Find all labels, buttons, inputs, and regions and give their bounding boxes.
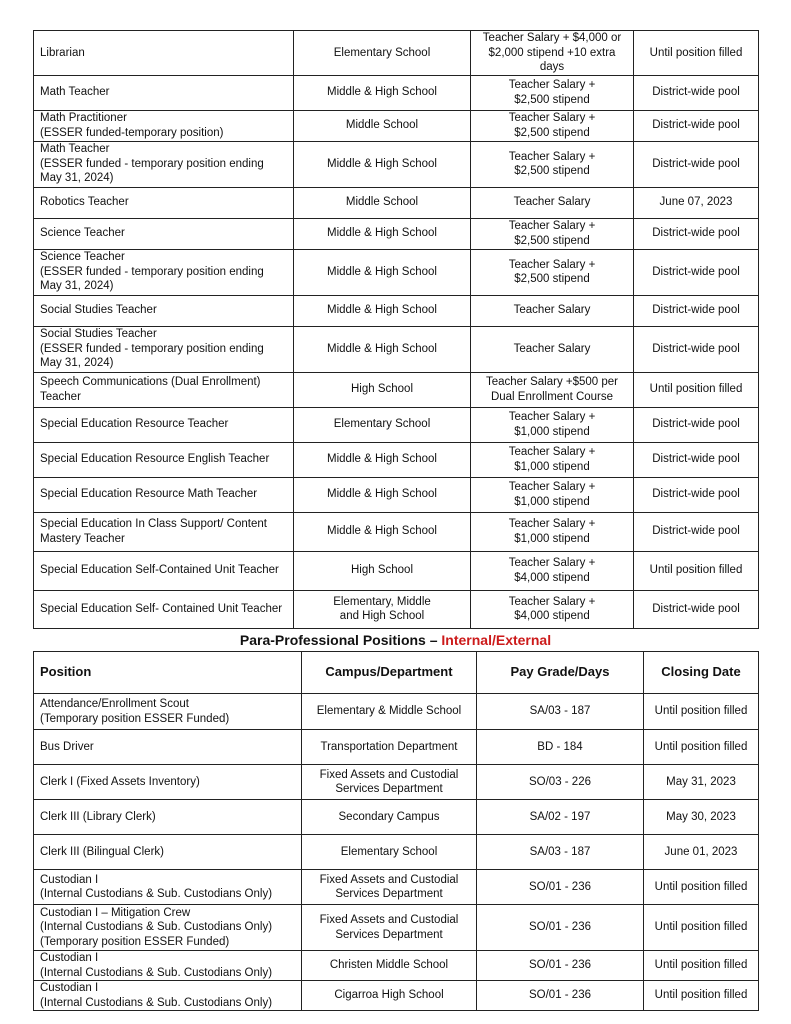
teacher-cell-pay bbox=[471, 326, 634, 372]
teacher-row bbox=[34, 590, 759, 628]
teacher-cell-closing bbox=[634, 512, 759, 551]
teacher-pay-text: Teacher Salary bbox=[513, 304, 591, 317]
para-campus-text: Fixed Assets and Custodial Services Department bbox=[319, 873, 459, 900]
teacher-cell-closing bbox=[634, 590, 759, 628]
para-row bbox=[34, 870, 759, 905]
teacher-campus-text: Elementary, Middle and High School bbox=[333, 595, 431, 622]
header-campus: Campus/Department bbox=[302, 652, 477, 694]
para-closing-text: June 01, 2023 bbox=[664, 845, 738, 858]
teacher-position-text: Math Teacher (ESSER funded - temporary position ending May 31, 2024) bbox=[40, 143, 264, 185]
teacher-row bbox=[34, 407, 759, 442]
para-cell-closing bbox=[644, 981, 759, 1011]
para-cell-closing bbox=[644, 694, 759, 730]
para-cell-campus bbox=[302, 765, 477, 800]
teacher-closing-text: District-wide pool bbox=[652, 119, 740, 132]
teacher-positions-body bbox=[34, 31, 759, 629]
para-cell-campus bbox=[302, 870, 477, 905]
teacher-cell-pay bbox=[471, 590, 634, 628]
teacher-cell-pay bbox=[471, 407, 634, 442]
teacher-cell-position bbox=[34, 75, 294, 110]
para-position-text: Attendance/Enrollment Scout (Temporary position ESSER Funded) bbox=[40, 698, 230, 725]
teacher-cell-position bbox=[34, 442, 294, 477]
para-closing-text: Until position filled bbox=[654, 921, 748, 934]
teacher-cell-campus bbox=[294, 31, 471, 76]
para-cell-pay bbox=[477, 835, 644, 870]
para-pay-text: BD - 184 bbox=[537, 740, 583, 753]
teacher-pay-text: Teacher Salary + $2,500 stipend bbox=[508, 112, 596, 139]
teacher-cell-closing bbox=[634, 442, 759, 477]
para-cell-position bbox=[34, 730, 302, 765]
para-cell-campus bbox=[302, 835, 477, 870]
teacher-closing-text: Until position filled bbox=[649, 564, 743, 577]
teacher-row bbox=[34, 295, 759, 326]
teacher-cell-position bbox=[34, 187, 294, 218]
teacher-cell-closing bbox=[634, 551, 759, 590]
para-position-text: Custodian I (Internal Custodians & Sub. Custodians Only) bbox=[40, 982, 273, 1009]
para-position-text: Clerk III (Library Clerk) bbox=[40, 810, 156, 823]
teacher-cell-campus bbox=[294, 372, 471, 407]
teacher-positions-table bbox=[33, 30, 759, 629]
teacher-closing-text: District-wide pool bbox=[652, 488, 740, 501]
teacher-closing-text: District-wide pool bbox=[652, 453, 740, 466]
para-cell-pay bbox=[477, 951, 644, 981]
teacher-campus-text: Middle & High School bbox=[327, 304, 437, 317]
para-cell-closing bbox=[644, 870, 759, 905]
para-position-text: Custodian I (Internal Custodians & Sub. Custodians Only) bbox=[40, 952, 273, 979]
para-row bbox=[34, 905, 759, 951]
para-cell-position bbox=[34, 905, 302, 951]
teacher-cell-position bbox=[34, 110, 294, 141]
teacher-closing-text: District-wide pool bbox=[652, 342, 740, 355]
teacher-cell-closing bbox=[634, 218, 759, 249]
teacher-position-text: Social Studies Teacher (ESSER funded - temporary position ending May 31, 2024) bbox=[40, 328, 264, 370]
teacher-cell-position bbox=[34, 326, 294, 372]
teacher-closing-text: Until position filled bbox=[649, 46, 743, 59]
teacher-closing-text: June 07, 2023 bbox=[659, 196, 733, 209]
teacher-closing-text: District-wide pool bbox=[652, 304, 740, 317]
para-cell-pay bbox=[477, 981, 644, 1011]
teacher-cell-pay bbox=[471, 110, 634, 141]
teacher-cell-campus bbox=[294, 141, 471, 187]
para-closing-text: May 31, 2023 bbox=[666, 775, 736, 788]
teacher-position-text: Special Education Resource English Teacher bbox=[40, 453, 270, 466]
teacher-row bbox=[34, 512, 759, 551]
teacher-pay-text: Teacher Salary bbox=[513, 342, 591, 355]
teacher-closing-text: District-wide pool bbox=[652, 227, 740, 240]
para-campus-text: Secondary Campus bbox=[338, 810, 440, 823]
teacher-cell-pay bbox=[471, 512, 634, 551]
para-campus-text: Christen Middle School bbox=[329, 959, 449, 972]
teacher-cell-closing bbox=[634, 75, 759, 110]
teacher-cell-campus bbox=[294, 326, 471, 372]
teacher-closing-text: District-wide pool bbox=[652, 86, 740, 99]
header-closing: Closing Date bbox=[644, 652, 759, 694]
para-cell-position bbox=[34, 694, 302, 730]
teacher-cell-pay bbox=[471, 295, 634, 326]
teacher-cell-pay bbox=[471, 442, 634, 477]
teacher-cell-pay bbox=[471, 218, 634, 249]
para-campus-text: Cigarroa High School bbox=[334, 989, 444, 1002]
para-row bbox=[34, 765, 759, 800]
para-cell-campus bbox=[302, 800, 477, 835]
para-campus-text: Transportation Department bbox=[320, 740, 458, 753]
para-cell-position bbox=[34, 981, 302, 1011]
teacher-cell-pay bbox=[471, 75, 634, 110]
teacher-cell-campus bbox=[294, 295, 471, 326]
para-closing-text: Until position filled bbox=[654, 740, 748, 753]
para-row bbox=[34, 694, 759, 730]
para-cell-closing bbox=[644, 765, 759, 800]
teacher-campus-text: High School bbox=[350, 564, 413, 577]
teacher-position-text: Librarian bbox=[40, 46, 85, 59]
para-cell-closing bbox=[644, 905, 759, 951]
teacher-position-text: Science Teacher (ESSER funded - temporary position ending May 31, 2024) bbox=[40, 251, 264, 293]
teacher-cell-campus bbox=[294, 407, 471, 442]
para-professional-section-title bbox=[0, 632, 791, 648]
teacher-cell-position bbox=[34, 372, 294, 407]
teacher-cell-closing bbox=[634, 407, 759, 442]
para-cell-closing bbox=[644, 951, 759, 981]
teacher-row bbox=[34, 326, 759, 372]
teacher-campus-text: Elementary School bbox=[333, 46, 431, 59]
teacher-cell-position bbox=[34, 477, 294, 512]
para-row bbox=[34, 730, 759, 765]
para-professional-body bbox=[34, 694, 759, 1011]
teacher-pay-text: Teacher Salary + $2,500 stipend bbox=[508, 150, 596, 177]
teacher-cell-pay bbox=[471, 477, 634, 512]
teacher-cell-position bbox=[34, 407, 294, 442]
teacher-campus-text: Elementary School bbox=[333, 418, 431, 431]
para-position-text: Clerk I (Fixed Assets Inventory) bbox=[40, 775, 200, 788]
teacher-closing-text: District-wide pool bbox=[652, 265, 740, 278]
para-cell-position bbox=[34, 835, 302, 870]
para-pay-text: SA/03 - 187 bbox=[529, 845, 591, 858]
para-cell-pay bbox=[477, 765, 644, 800]
para-cell-closing bbox=[644, 730, 759, 765]
para-position-text: Bus Driver bbox=[40, 740, 94, 753]
teacher-position-text: Speech Communications (Dual Enrollment) Teacher bbox=[40, 376, 261, 403]
para-cell-pay bbox=[477, 870, 644, 905]
teacher-campus-text: Middle School bbox=[345, 119, 419, 132]
teacher-campus-text: Middle School bbox=[345, 196, 419, 209]
section-title-accent: Internal/External bbox=[441, 632, 552, 648]
teacher-cell-closing bbox=[634, 31, 759, 76]
para-cell-pay bbox=[477, 730, 644, 765]
para-closing-text: Until position filled bbox=[654, 989, 748, 1002]
teacher-pay-text: Teacher Salary + $4,000 or $2,000 stipend +10 extra days bbox=[482, 32, 622, 73]
para-cell-closing bbox=[644, 800, 759, 835]
teacher-row bbox=[34, 110, 759, 141]
teacher-row bbox=[34, 249, 759, 295]
teacher-position-text: Special Education Self- Contained Unit Teacher bbox=[40, 602, 283, 615]
para-position-text: Custodian I (Internal Custodians & Sub. Custodians Only) bbox=[40, 873, 273, 900]
teacher-pay-text: Teacher Salary + $1,000 stipend bbox=[508, 518, 596, 545]
para-cell-position bbox=[34, 870, 302, 905]
teacher-cell-campus bbox=[294, 249, 471, 295]
teacher-position-text: Special Education In Class Support/ Content Mastery Teacher bbox=[40, 518, 267, 545]
teacher-cell-position bbox=[34, 31, 294, 76]
teacher-cell-campus bbox=[294, 442, 471, 477]
teacher-cell-position bbox=[34, 249, 294, 295]
para-cell-campus bbox=[302, 905, 477, 951]
teacher-cell-pay bbox=[471, 372, 634, 407]
teacher-cell-pay bbox=[471, 187, 634, 218]
teacher-closing-text: District-wide pool bbox=[652, 418, 740, 431]
para-cell-campus bbox=[302, 694, 477, 730]
para-campus-text: Elementary School bbox=[340, 845, 438, 858]
teacher-closing-text: District-wide pool bbox=[652, 525, 740, 538]
teacher-position-text: Social Studies Teacher bbox=[40, 304, 157, 317]
teacher-cell-pay bbox=[471, 551, 634, 590]
para-cell-position bbox=[34, 800, 302, 835]
teacher-cell-position bbox=[34, 218, 294, 249]
para-cell-position bbox=[34, 765, 302, 800]
para-closing-text: Until position filled bbox=[654, 880, 748, 893]
teacher-cell-pay bbox=[471, 31, 634, 76]
para-closing-text: May 30, 2023 bbox=[666, 810, 736, 823]
teacher-row bbox=[34, 442, 759, 477]
teacher-cell-campus bbox=[294, 218, 471, 249]
teacher-campus-text: Middle & High School bbox=[327, 488, 437, 501]
teacher-row bbox=[34, 551, 759, 590]
header-pay: Pay Grade/Days bbox=[477, 652, 644, 694]
teacher-position-text: Math Teacher bbox=[40, 86, 110, 99]
teacher-cell-position bbox=[34, 590, 294, 628]
teacher-cell-campus bbox=[294, 75, 471, 110]
teacher-cell-closing bbox=[634, 295, 759, 326]
teacher-cell-closing bbox=[634, 187, 759, 218]
teacher-position-text: Special Education Resource Math Teacher bbox=[40, 488, 258, 501]
teacher-campus-text: Middle & High School bbox=[327, 227, 437, 240]
teacher-position-text: Special Education Resource Teacher bbox=[40, 418, 229, 431]
para-pay-text: SO/01 - 236 bbox=[528, 880, 591, 893]
teacher-closing-text: Until position filled bbox=[649, 383, 743, 396]
teacher-pay-text: Teacher Salary + $1,000 stipend bbox=[508, 481, 596, 508]
teacher-campus-text: Middle & High School bbox=[327, 157, 437, 170]
para-pay-text: SO/01 - 236 bbox=[528, 921, 591, 934]
teacher-cell-position bbox=[34, 295, 294, 326]
teacher-cell-closing bbox=[634, 477, 759, 512]
teacher-row bbox=[34, 477, 759, 512]
para-closing-text: Until position filled bbox=[654, 705, 748, 718]
teacher-cell-closing bbox=[634, 249, 759, 295]
teacher-closing-text: District-wide pool bbox=[652, 157, 740, 170]
teacher-cell-pay bbox=[471, 249, 634, 295]
teacher-row bbox=[34, 141, 759, 187]
teacher-cell-campus bbox=[294, 110, 471, 141]
para-closing-text: Until position filled bbox=[654, 959, 748, 972]
para-cell-pay bbox=[477, 800, 644, 835]
teacher-row bbox=[34, 372, 759, 407]
para-position-text: Custodian I – Mitigation Crew (Internal Custodians & Sub. Custodians Only) (Temporary position ESSER Funded) bbox=[40, 906, 273, 948]
teacher-pay-text: Teacher Salary + $4,000 stipend bbox=[508, 595, 596, 622]
teacher-closing-text: District-wide pool bbox=[652, 602, 740, 615]
teacher-pay-text: Teacher Salary + $1,000 stipend bbox=[508, 446, 596, 473]
teacher-cell-pay bbox=[471, 141, 634, 187]
teacher-pay-text: Teacher Salary + $4,000 stipend bbox=[508, 557, 596, 584]
para-cell-campus bbox=[302, 730, 477, 765]
teacher-row bbox=[34, 75, 759, 110]
teacher-cell-position bbox=[34, 512, 294, 551]
para-pay-text: SA/03 - 187 bbox=[529, 705, 591, 718]
para-row bbox=[34, 835, 759, 870]
teacher-campus-text: Middle & High School bbox=[327, 525, 437, 538]
teacher-pay-text: Teacher Salary bbox=[513, 196, 591, 209]
teacher-row bbox=[34, 31, 759, 76]
teacher-campus-text: Middle & High School bbox=[327, 453, 437, 466]
para-pay-text: SO/01 - 236 bbox=[528, 989, 591, 1002]
teacher-campus-text: Middle & High School bbox=[327, 342, 437, 355]
para-campus-text: Elementary & Middle School bbox=[316, 705, 462, 718]
para-cell-pay bbox=[477, 905, 644, 951]
para-row bbox=[34, 800, 759, 835]
para-campus-text: Fixed Assets and Custodial Services Department bbox=[319, 914, 459, 941]
teacher-cell-position bbox=[34, 141, 294, 187]
para-campus-text: Fixed Assets and Custodial Services Department bbox=[319, 768, 459, 795]
teacher-campus-text: Middle & High School bbox=[327, 265, 437, 278]
para-cell-campus bbox=[302, 951, 477, 981]
teacher-campus-text: High School bbox=[350, 383, 413, 396]
teacher-row bbox=[34, 218, 759, 249]
para-professional-positions-table bbox=[33, 651, 759, 1011]
teacher-position-text: Math Practitioner (ESSER funded-temporary position) bbox=[40, 112, 224, 139]
header-position: Position bbox=[34, 652, 302, 694]
para-pay-text: SA/02 - 197 bbox=[529, 810, 591, 823]
header-row bbox=[34, 652, 759, 694]
teacher-cell-campus bbox=[294, 551, 471, 590]
teacher-pay-text: Teacher Salary + $1,000 stipend bbox=[508, 411, 596, 438]
para-pay-text: SO/01 - 236 bbox=[528, 959, 591, 972]
teacher-cell-campus bbox=[294, 512, 471, 551]
teacher-campus-text: Middle & High School bbox=[327, 86, 437, 99]
teacher-cell-campus bbox=[294, 187, 471, 218]
teacher-position-text: Special Education Self-Contained Unit Teacher bbox=[40, 564, 279, 577]
section-title-main: Para-Professional Positions – bbox=[239, 632, 442, 648]
para-cell-campus bbox=[302, 981, 477, 1011]
teacher-pay-text: Teacher Salary + $2,500 stipend bbox=[508, 220, 596, 247]
teacher-row bbox=[34, 187, 759, 218]
para-position-text: Clerk III (Bilingual Clerk) bbox=[40, 845, 164, 858]
teacher-cell-position bbox=[34, 551, 294, 590]
teacher-position-text: Science Teacher bbox=[40, 227, 125, 240]
para-pay-text: SO/03 - 226 bbox=[528, 775, 591, 788]
para-cell-closing bbox=[644, 835, 759, 870]
teacher-cell-campus bbox=[294, 477, 471, 512]
para-row bbox=[34, 981, 759, 1011]
para-row bbox=[34, 951, 759, 981]
para-professional-header bbox=[34, 652, 759, 694]
teacher-cell-closing bbox=[634, 372, 759, 407]
teacher-position-text: Robotics Teacher bbox=[40, 196, 129, 209]
para-cell-position bbox=[34, 951, 302, 981]
para-cell-pay bbox=[477, 694, 644, 730]
teacher-cell-campus bbox=[294, 590, 471, 628]
teacher-pay-text: Teacher Salary +$500 per Dual Enrollment Course bbox=[485, 376, 618, 403]
teacher-cell-closing bbox=[634, 326, 759, 372]
teacher-cell-closing bbox=[634, 141, 759, 187]
teacher-pay-text: Teacher Salary + $2,500 stipend bbox=[508, 258, 596, 285]
teacher-pay-text: Teacher Salary + $2,500 stipend bbox=[508, 79, 596, 106]
teacher-cell-closing bbox=[634, 110, 759, 141]
